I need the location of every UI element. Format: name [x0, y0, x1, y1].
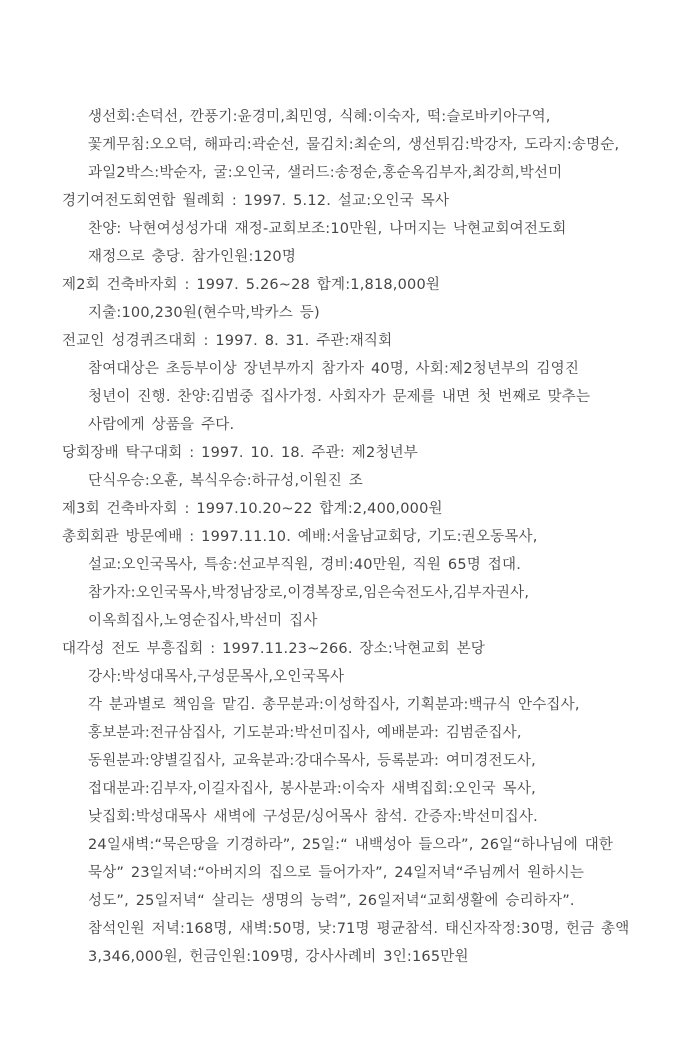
text-line: 각 분과별로 책임을 맡김. 총무분과:이성학집사, 기획분과:백규식 안수집사, [88, 697, 580, 713]
text-line: 24일새벽:“묵은땅을 기경하라”, 25일:“ 내백성아 들으라”, 26일“하나님에 대한 [88, 837, 614, 853]
text-line: 접대분과:김부자,이길자집사, 봉사분과:이숙자 새벽집회:오인국 목사, [88, 781, 536, 797]
text-line: 경기여전도회연합 월례회 : 1997. 5.12. 설교:오인국 목사 [62, 193, 450, 209]
text-line: 재정으로 충당. 참가인원:120명 [88, 249, 297, 265]
text-line: 묵상” 23일저녁:“아버지의 집으로 들어가자”, 24일저녁“주님께서 원하시는 [88, 865, 585, 881]
text-line: 참가자:오인국목사,박정남장로,이경복장로,임은숙전도사,김부자권사, [88, 585, 530, 601]
text-line: 지출:100,230원(현수막,박카스 등) [88, 305, 320, 321]
text-line: 홍보분과:전규삼집사, 기도분과:박선미집사, 예배분과: 김범준집사, [88, 725, 522, 741]
text-line: 생선회:손덕선, 깐풍기:윤경미,최민영, 식혜:이숙자, 떡:슬로바키아구역, [88, 109, 551, 125]
text-line: 대각성 전도 부흥집회 : 1997.11.23~266. 장소:낙현교회 본당 [62, 641, 485, 657]
text-line: 제3회 건축바자회 : 1997.10.20~22 합계:2,400,000원 [62, 501, 443, 517]
text-line: 설교:오인국목사, 특송:선교부직원, 경비:40만원, 직원 65명 접대. [88, 557, 521, 573]
text-line: 단식우승:오훈, 복식우승:하규성,이원진 조 [88, 473, 363, 489]
text-line: 이옥희집사,노영순집사,박선미 집사 [88, 613, 318, 629]
text-line: 낮집회:박성대목사 새벽에 구성문/싱어목사 참석. 간증자:박선미집사. [88, 809, 538, 825]
text-line: 총회회관 방문예배 : 1997.11.10. 예배:서울남교회당, 기도:권오동목사, [62, 529, 538, 545]
text-line: 전교인 성경퀴즈대회 : 1997. 8. 31. 주관:재직회 [62, 333, 393, 349]
text-line: 참석인원 저녁:168명, 새벽:50명, 낮:71명 평균참석. 태신자작정:30명, 헌금 총액 [88, 921, 630, 937]
text-line: 동원분과:양별길집사, 교육분과:강대수목사, 등록분과: 여미경전도사, [88, 753, 536, 769]
text-line: 참여대상은 초등부이상 장년부까지 참가자 40명, 사회:제2청년부의 김영진 [88, 361, 580, 377]
text-line: 찬양: 낙현여성성가대 재정-교회보조:10만원, 나머지는 낙현교회여전도회 [88, 221, 567, 237]
text-line: 사람에게 상품을 주다. [88, 417, 235, 433]
text-line: 3,346,000원, 헌금인원:109명, 강사사례비 3인:165만원 [88, 949, 469, 965]
text-line: 성도”, 25일저녁“ 살리는 생명의 능력”, 26일저녁“교회생활에 승리하자”. [88, 893, 575, 909]
text-line: 꽃게무침:오오덕, 해파리:곽순선, 물김치:최순의, 생선튀김:박강자, 도라지:송명순, [88, 137, 620, 153]
text-line: 당회장배 탁구대회 : 1997. 10. 18. 주관: 제2청년부 [62, 445, 418, 461]
text-line: 과일2박스:박순자, 굴:오인국, 샐러드:송정순,홍순옥김부자,최강희,박선미 [88, 165, 563, 181]
text-line: 제2회 건축바자회 : 1997. 5.26~28 합계:1,818,000원 [62, 277, 441, 293]
text-line: 강사:박성대목사,구성문목사,오인국목사 [88, 669, 345, 685]
text-line: 청년이 진행. 찬양:김범중 집사가정. 사회자가 문제를 내면 첫 번째로 맞추는 [88, 389, 591, 405]
